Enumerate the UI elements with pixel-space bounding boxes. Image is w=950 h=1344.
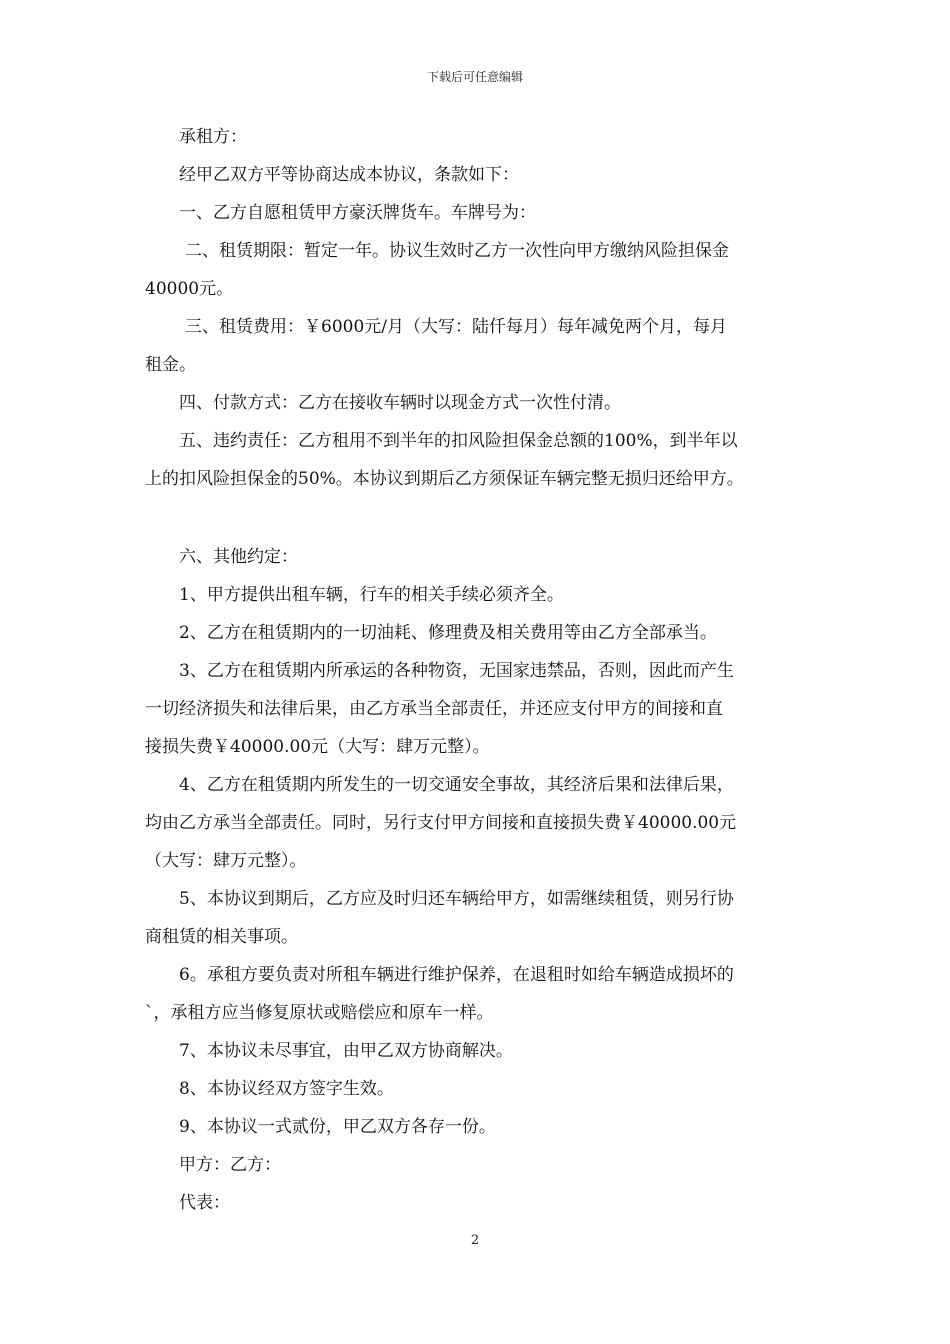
item-4-line-2: 均由乙方承当全部责任。同时，另行支付甲方间接和直接损失费￥40000.00元	[145, 813, 737, 833]
item-3	[145, 652, 825, 766]
clause-5-line-1: 五、违约责任：乙方租用不到半年的扣风险担保金总额的100%，到半年以	[179, 431, 738, 451]
signature-representative: 代表：	[179, 1193, 230, 1213]
clause-6-heading: 六、其他约定：	[179, 547, 298, 567]
item-3-line-3: 接损失费￥40000.00元（大写：肆万元整）。	[145, 737, 490, 757]
clause-3	[145, 308, 825, 384]
item-4-line-3: （大写：肆万元整）。	[145, 851, 307, 871]
clause-4: 四、付款方式：乙方在接收车辆时以现金方式一次性付清。	[179, 393, 621, 413]
clause-3-line-1: 三、租赁费用：￥6000元/月（大写：陆仟每月）每年减免两个月，每月	[185, 317, 727, 337]
signature-parties: 甲方：乙方：	[179, 1155, 281, 1175]
item-2: 2、乙方在租赁期内的一切油耗、修理费及相关费用等由乙方全部承当。	[179, 623, 717, 643]
item-6-line-1: 6。承租方要负责对所租车辆进行维护保养，在退租时如给车辆造成损坏的	[179, 965, 734, 985]
clause-1: 一、乙方自愿租赁甲方豪沃牌货车。车牌号为：	[179, 203, 536, 223]
lessee-line: 承租方：	[179, 127, 247, 147]
page-number: 2	[470, 1233, 480, 1248]
item-5-line-2: 商租赁的相关事项。	[145, 927, 298, 947]
item-4-line-1: 4、乙方在租赁期内所发生的一切交通安全事故，其经济后果和法律后果，	[179, 775, 734, 795]
intro-line: 经甲乙双方平等协商达成本协议，条款如下：	[179, 165, 519, 185]
clause-3-line-2: 租金。	[145, 355, 196, 375]
spacer	[145, 498, 825, 538]
item-6-line-2: `，承租方应当修复原状或赔偿应和原车一样。	[145, 1003, 494, 1023]
page-header: 下载后可任意编辑	[426, 70, 523, 84]
item-3-line-1: 3、乙方在租赁期内所承运的各种物资，无国家违禁品，否则，因此而产生	[179, 661, 734, 681]
contract-body	[145, 118, 825, 1222]
item-5-line-1: 5、本协议到期后，乙方应及时归还车辆给甲方，如需继续租赁，则另行协	[179, 889, 734, 909]
clause-2-line-1: 二、租赁期限：暂定一年。协议生效时乙方一次性向甲方缴纳风险担保金	[185, 241, 729, 261]
item-9: 9、本协议一式贰份，甲乙双方各存一份。	[179, 1117, 496, 1137]
clause-5-line-2: 上的扣风险担保金的50%。本协议到期后乙方须保证车辆完整无损归还给甲方。	[145, 469, 744, 489]
clause-5	[145, 422, 825, 498]
item-3-line-2: 一切经济损失和法律后果，由乙方承当全部责任，并还应支付甲方的间接和直	[145, 699, 723, 719]
item-7: 7、本协议未尽事宜，由甲乙双方协商解决。	[179, 1041, 513, 1061]
item-4	[145, 766, 825, 880]
item-1: 1、甲方提供出租车辆，行车的相关手续必须齐全。	[179, 585, 564, 605]
clause-2-line-2: 40000元。	[145, 279, 234, 299]
item-5	[145, 880, 825, 956]
clause-2	[145, 232, 825, 308]
item-6	[145, 956, 825, 1032]
item-8: 8、本协议经双方签字生效。	[179, 1079, 394, 1099]
